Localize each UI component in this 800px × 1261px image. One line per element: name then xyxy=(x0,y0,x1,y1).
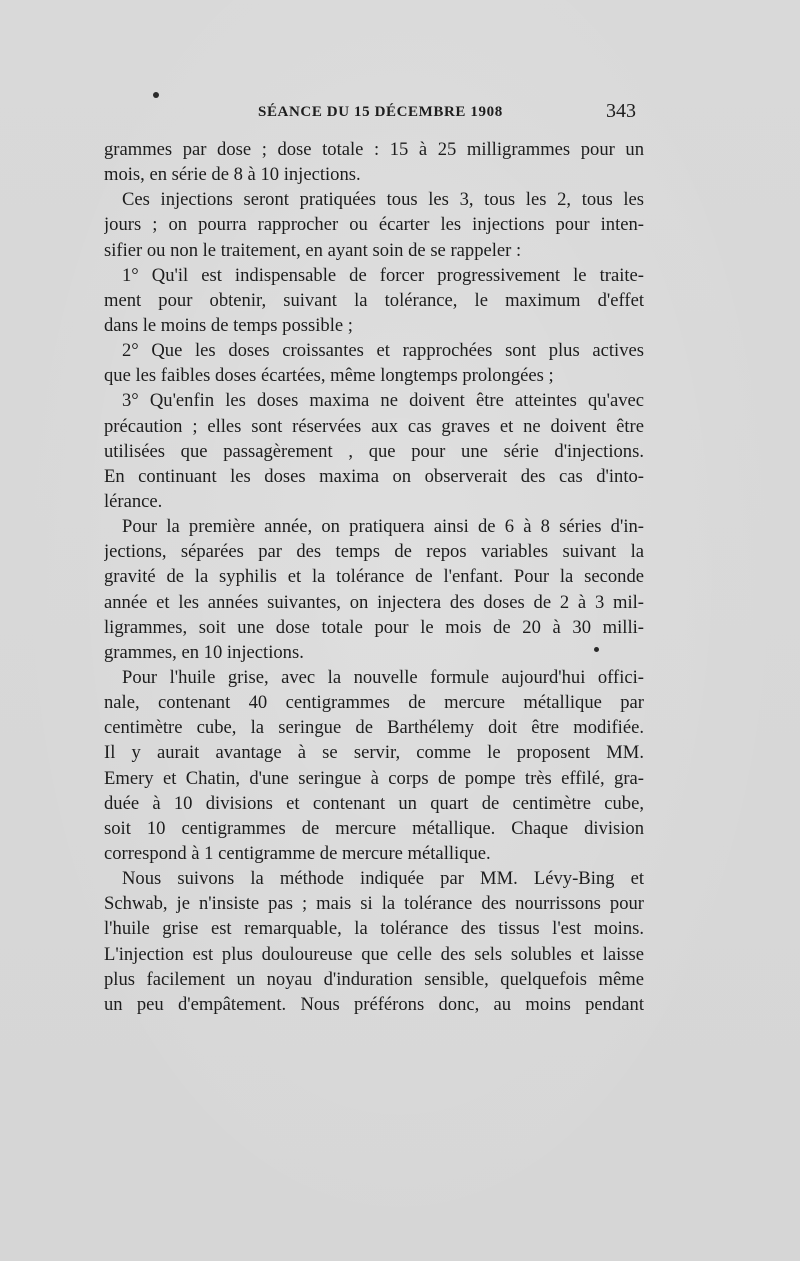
ink-speck xyxy=(594,647,599,652)
text-line: nale, contenant 40 centigrammes de mercure métallique par xyxy=(104,692,644,714)
text-line: sifier ou non le traitement, en ayant soin de se rappeler : xyxy=(104,239,522,261)
text-line: grammes par dose ; dose totale : 15 à 25 milligrammes pour un xyxy=(104,139,644,160)
text-line: Schwab, je n'insiste pas ; mais si la tolérance des nourrissons pour xyxy=(104,893,644,915)
text-line: centimètre cube, la seringue de Barthélemy doit être modifiée. xyxy=(104,717,644,739)
text-line: duée à 10 divisions et contenant un quart de centimètre cube, xyxy=(104,792,644,814)
text-line: grammes, en 10 injections. xyxy=(104,641,304,663)
text-line: utilisées que passagèrement , que pour une série d'injections. xyxy=(104,440,644,462)
text-line: Nous suivons la méthode indiquée par MM. Lévy-Bing et xyxy=(122,868,644,890)
text-line: correspond à 1 centigramme de mercure métallique. xyxy=(104,842,491,864)
page-header xyxy=(0,98,800,128)
text-line: un peu d'empâtement. Nous préférons donc, au moins pendant xyxy=(104,993,644,1015)
text-line: plus facilement un noyau d'induration sensible, quelquefois même xyxy=(104,968,644,990)
text-line: jections, séparées par des temps de repos variables suivant la xyxy=(104,541,644,563)
text-line: lérance. xyxy=(104,490,163,512)
text-line: 3° Qu'enfin les doses maxima ne doivent être atteintes qu'avec xyxy=(122,390,644,412)
running-head: SÉANCE DU 15 DÉCEMBRE 1908 xyxy=(258,104,503,120)
text-line: l'huile grise est remarquable, la tolérance des tissus l'est moins. xyxy=(104,918,644,940)
text-line: Emery et Chatin, d'une seringue à corps de pompe très effilé, gra- xyxy=(104,767,644,789)
text-line: gravité de la syphilis et la tolérance de l'enfant. Pour la seconde xyxy=(104,566,644,588)
text-line: Pour la première année, on pratiquera ainsi de 6 à 8 séries d'in- xyxy=(122,516,644,538)
text-line: ligrammes, soit une dose totale pour le mois de 20 à 30 milli- xyxy=(104,616,644,638)
text-line: 2° Que les doses croissantes et rapprochées sont plus actives xyxy=(122,340,644,362)
text-line: mois, en série de 8 à 10 injections. xyxy=(104,164,361,186)
text-line: L'injection est plus douloureuse que celle des sels solubles et laisse xyxy=(104,943,644,965)
text-line: Il y aurait avantage à se servir, comme le proposent MM. xyxy=(104,742,644,764)
page-number: 343 xyxy=(606,100,636,122)
text-line: En continuant les doses maxima on observerait des cas d'into- xyxy=(104,465,644,487)
text-line: jours ; on pourra rapprocher ou écarter les injections pour inten- xyxy=(104,214,644,236)
text-line: dans le moins de temps possible ; xyxy=(104,314,353,336)
text-line: précaution ; elles sont réservées aux cas graves et ne doivent être xyxy=(104,415,644,437)
text-line: soit 10 centigrammes de mercure métallique. Chaque division xyxy=(104,817,644,839)
text-line: que les faibles doses écartées, même longtemps prolongées ; xyxy=(104,365,554,387)
text-line: ment pour obtenir, suivant la tolérance, le maximum d'effet xyxy=(104,289,644,311)
body-text xyxy=(104,137,644,1017)
text-line: 1° Qu'il est indispensable de forcer progressivement le traite- xyxy=(122,264,644,286)
text-line: année et les années suivantes, on injectera des doses de 2 à 3 mil- xyxy=(104,591,644,613)
text-line: Pour l'huile grise, avec la nouvelle formule aujourd'hui offici- xyxy=(122,666,644,688)
text-line: Ces injections seront pratiquées tous les 3, tous les 2, tous les xyxy=(122,189,644,211)
